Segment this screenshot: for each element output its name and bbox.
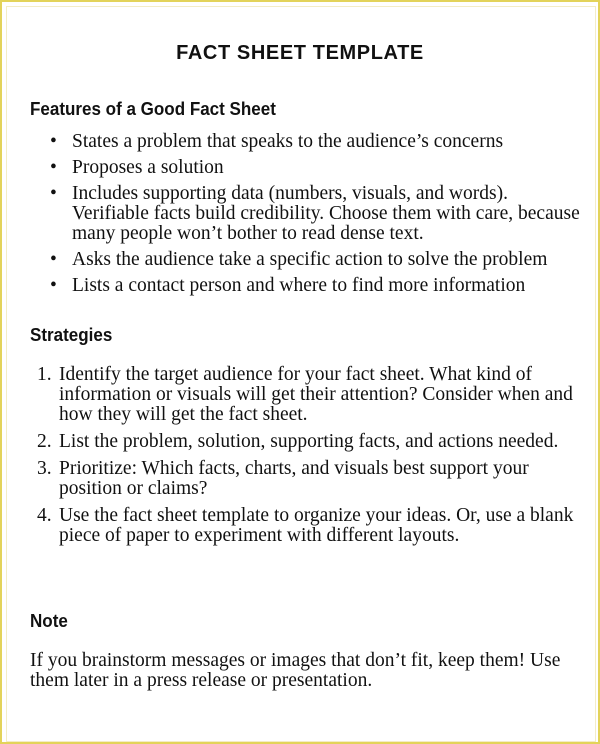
list-item: [50, 184, 580, 244]
feature-text: Lists a contact person and where to find more information: [72, 275, 526, 296]
document-title: FACT SHEET TEMPLATE: [176, 42, 424, 64]
step-text: Use the fact sheet template to organize your ideas. Or, use a blank piece of paper to experiment with different layouts.: [59, 505, 574, 546]
bullet-icon: •: [50, 183, 57, 204]
step-number: 3.: [37, 458, 52, 479]
list-item: [50, 250, 580, 270]
feature-text: Asks the audience take a specific action to solve the problem: [72, 249, 548, 270]
bullet-icon: •: [50, 275, 57, 296]
strategies-list: [37, 365, 582, 553]
list-item: [37, 506, 582, 546]
list-item: [50, 132, 580, 152]
note-text: If you brainstorm messages or images that don’t fit, keep them! Use them later in a press release or presentation.: [30, 650, 561, 691]
note-heading: Note: [30, 610, 68, 631]
step-text: List the problem, solution, supporting facts, and actions needed.: [59, 431, 559, 452]
step-number: 2.: [37, 431, 52, 452]
features-heading: Features of a Good Fact Sheet: [30, 98, 276, 119]
list-item: [37, 432, 582, 452]
step-number: 1.: [37, 364, 52, 385]
step-text: Prioritize: Which facts, charts, and visuals best support your position or claims?: [59, 458, 529, 499]
feature-text: Proposes a solution: [72, 157, 224, 178]
strategies-heading: Strategies: [30, 324, 113, 345]
list-item: [50, 276, 580, 296]
step-text: Identify the target audience for your fact sheet. What kind of information or visuals will get their attention? Consider when and how they will get the fact sheet.: [59, 364, 573, 425]
list-item: [37, 459, 582, 499]
bullet-icon: •: [50, 157, 57, 178]
bullet-icon: •: [50, 131, 57, 152]
feature-text: Includes supporting data (numbers, visuals, and words). Verifiable facts build credibility. Choose them with care, because many people won’t bother to read dense text.: [72, 183, 580, 244]
list-item: [37, 365, 582, 425]
step-number: 4.: [37, 505, 52, 526]
feature-text: States a problem that speaks to the audience’s concerns: [72, 131, 504, 152]
list-item: [50, 158, 580, 178]
features-list: [50, 132, 580, 302]
bullet-icon: •: [50, 249, 57, 270]
